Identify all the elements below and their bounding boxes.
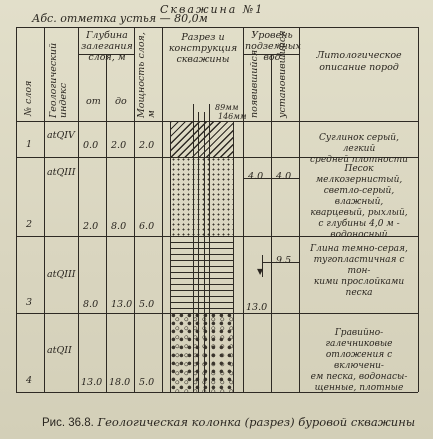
figure-caption bbox=[42, 415, 415, 429]
layer-3-no: 3 bbox=[26, 297, 33, 308]
layer-4-desc-line: отложения с включени- bbox=[325, 350, 393, 371]
pipe-label-inner: 146мм bbox=[218, 112, 247, 121]
layer-1-description bbox=[302, 133, 416, 166]
layer-2-water-appeared: 4.0 bbox=[248, 171, 264, 182]
gravel-pattern bbox=[170, 313, 234, 392]
mouth-elevation: Абс. отметка устья — 80,0м bbox=[32, 12, 208, 25]
casing-outer-right bbox=[209, 104, 210, 392]
layer-1-to: 2.0 bbox=[111, 140, 127, 151]
layer-4-to: 18.0 bbox=[109, 377, 131, 388]
col-border-6 bbox=[243, 27, 244, 392]
layer-3-index: atQIII bbox=[47, 269, 76, 280]
water-level-arrowhead: ▼ bbox=[257, 267, 264, 276]
layer-3-description bbox=[302, 244, 416, 299]
header-water-appeared: появившийся bbox=[249, 49, 260, 118]
casing-outer-left bbox=[193, 104, 194, 392]
col-border-9 bbox=[418, 27, 419, 392]
layer-3-desc-line: тугопластичная с тон- bbox=[313, 255, 405, 276]
loam-pattern bbox=[170, 121, 234, 157]
header-depth-from: от bbox=[86, 96, 101, 107]
layer-4-desc-line: щенные, плотные bbox=[314, 383, 404, 393]
layer-2-thickness: 6.0 bbox=[139, 221, 155, 232]
layer-2-desc-line: водоносный bbox=[330, 230, 388, 240]
header-layer-no: № слоя bbox=[23, 80, 34, 116]
layer-4-description bbox=[302, 328, 416, 394]
layer-3-desc-line: Глина темно-серая, bbox=[310, 244, 408, 254]
layer-3-from: 8.0 bbox=[83, 299, 99, 310]
layer-2-from: 2.0 bbox=[83, 221, 99, 232]
casing-inner-left bbox=[198, 112, 199, 392]
layer-1-desc-line: Суглинок серый, легкий bbox=[319, 133, 399, 154]
col-border-8 bbox=[299, 27, 300, 392]
col-border-0 bbox=[16, 27, 17, 392]
layer-2-desc-line: Песок мелкозернистый, bbox=[315, 164, 403, 185]
table-top-border bbox=[16, 27, 418, 28]
layer-4-no: 4 bbox=[26, 375, 33, 386]
caption-number: Рис. 36.8. bbox=[42, 417, 94, 429]
layer-4-from: 13.0 bbox=[81, 377, 103, 388]
layer-2-index: atQIII bbox=[47, 167, 76, 178]
header-depth: Глубина залегания слоя, м bbox=[81, 30, 133, 63]
layer-4-desc-line: ем песка, водонасы- bbox=[310, 372, 408, 382]
header-section: Разрез и конструкция скважины bbox=[168, 32, 238, 65]
layer-1-desc-line: средней плотности bbox=[310, 155, 408, 165]
layer-3-to: 13.0 bbox=[111, 299, 133, 310]
clay-pattern bbox=[170, 236, 234, 313]
caption-text: Геологическая колонка (разрез) буровой скважины bbox=[97, 415, 416, 429]
layer-3-thickness: 5.0 bbox=[139, 299, 155, 310]
layer-4-index: atQII bbox=[47, 345, 72, 356]
layer-3-water-appeared: 13.0 bbox=[246, 302, 268, 313]
layer-3-water-established: 9.5 bbox=[276, 255, 292, 266]
col-border-3 bbox=[106, 54, 107, 392]
header-thickness: Мощность слоя, м bbox=[136, 32, 158, 118]
layer-3-desc-line: песка bbox=[345, 288, 373, 298]
layer-2-water-established: 4.0 bbox=[276, 171, 292, 182]
pipe-label-outer: 89мм bbox=[215, 103, 239, 112]
col-border-5 bbox=[162, 27, 163, 392]
col-border-4 bbox=[134, 27, 135, 392]
sand-pattern bbox=[170, 157, 234, 236]
header-water-levels: Уровень подземных вод bbox=[245, 30, 301, 63]
header-geo-index: Геологический индекс bbox=[48, 42, 70, 118]
col-border-7 bbox=[271, 54, 272, 392]
layer-4-thickness: 5.0 bbox=[139, 377, 155, 388]
well-title: Скважина №1 bbox=[160, 3, 265, 16]
layer-1-no: 1 bbox=[26, 139, 33, 150]
layer-2-description bbox=[302, 164, 416, 241]
layer-3-desc-line: кими прослойками bbox=[313, 277, 405, 287]
header-depth-to: до bbox=[115, 96, 127, 107]
layer-1-index: atQIV bbox=[47, 130, 75, 141]
layer-2-to: 8.0 bbox=[111, 221, 127, 232]
layer-2-no: 2 bbox=[26, 219, 33, 230]
header-water-established: установившийся bbox=[277, 30, 288, 118]
header-lithology: Литологическое описание пород bbox=[316, 50, 402, 73]
layer-2-desc-line: кварцевый, рыхлый, bbox=[310, 208, 408, 218]
layer-2-desc-line: с глубины 4,0 м - bbox=[318, 219, 400, 229]
layer-1-thickness: 2.0 bbox=[139, 140, 155, 151]
col-border-1 bbox=[44, 27, 45, 392]
layer-4-desc-line: Гравийно-галечниковые bbox=[325, 328, 393, 349]
layer-2-desc-line: светло-серый, влажный, bbox=[323, 186, 395, 207]
layer-1-from: 0.0 bbox=[83, 140, 99, 151]
col-border-2 bbox=[78, 27, 79, 392]
casing-inner-right bbox=[204, 112, 205, 392]
